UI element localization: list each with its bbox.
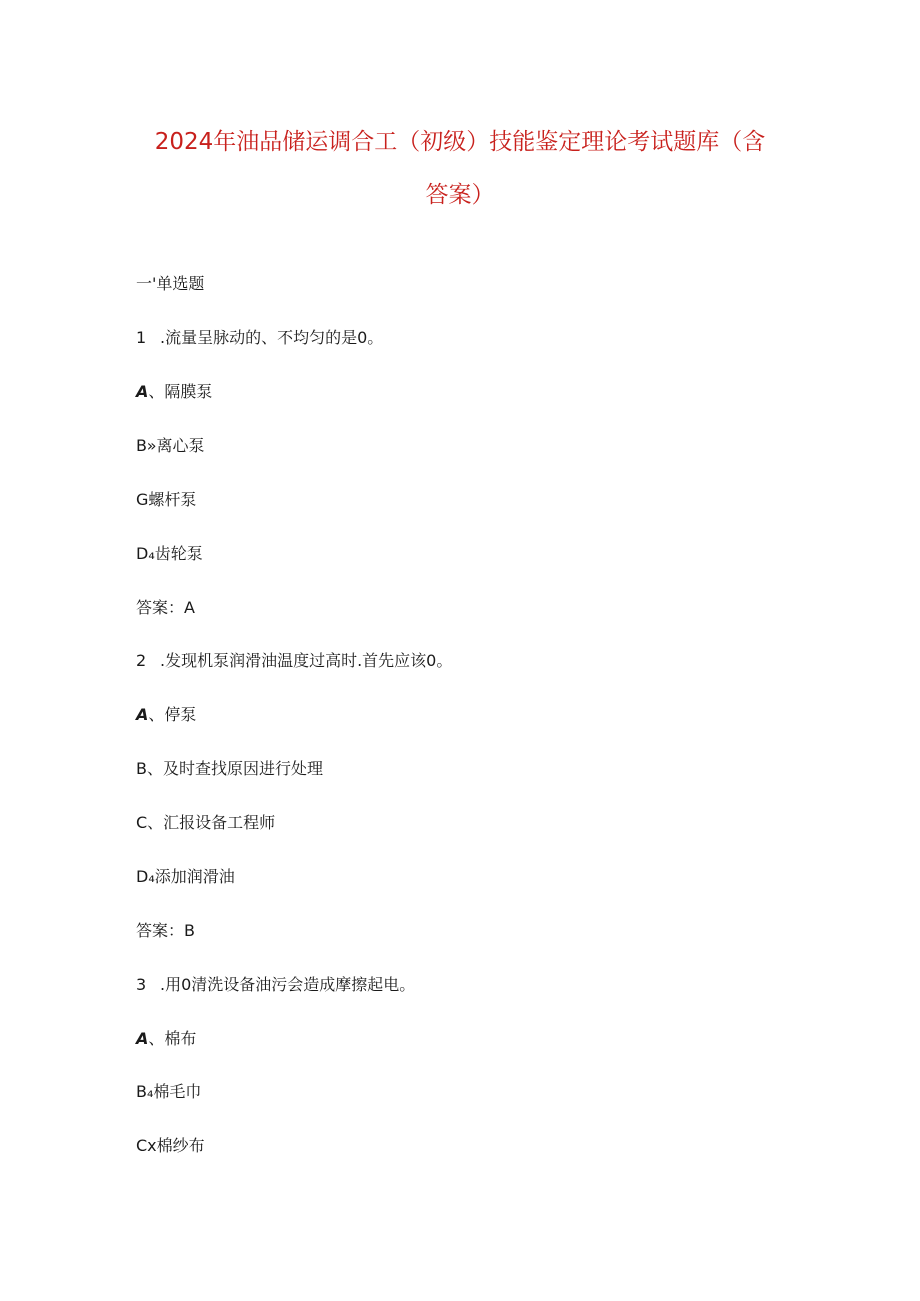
- option-text: 、停泵: [148, 705, 197, 724]
- question-2-option-d: D₄添加润滑油: [136, 867, 235, 886]
- option-text: 、隔膜泵: [148, 382, 213, 401]
- question-stem: .流量呈脉动的、不均匀的是0。: [160, 328, 384, 347]
- option-letter: A: [136, 1029, 149, 1048]
- question-3-option-c: Cx棉纱布: [136, 1136, 205, 1155]
- question-stem: .发现机泵润滑油温度过高时.首先应该0。: [160, 651, 453, 670]
- question-2-option-b: B、及时查找原因进行处理: [136, 759, 323, 778]
- question-2-answer: 答案：B: [136, 921, 195, 940]
- question-1-option-d: D₄齿轮泵: [136, 544, 203, 563]
- question-3-option-b: B₄棉毛巾: [136, 1082, 202, 1101]
- question-1-option-b: B»离心泵: [136, 436, 205, 455]
- question-3-stem-line: [136, 974, 415, 996]
- option-text: 、棉布: [148, 1029, 197, 1048]
- question-number: 3: [136, 975, 147, 994]
- question-1-stem-line: [136, 327, 383, 349]
- question-number: 2: [136, 651, 147, 670]
- question-2-option-c: C、汇报设备工程师: [136, 813, 276, 832]
- question-2-option-a: [136, 704, 196, 726]
- question-number: 1: [136, 328, 147, 347]
- section-heading: 一'单选题: [136, 274, 205, 293]
- question-1-option-c: G螺杆泵: [136, 490, 197, 509]
- document-title-line-1: 2024年油品储运调合工（初级）技能鉴定理论考试题库（含: [154, 129, 766, 155]
- question-stem: .用0清洗设备油污会造成摩擦起电。: [160, 975, 416, 994]
- option-letter: A: [136, 705, 149, 724]
- question-1-option-a: [136, 381, 212, 403]
- question-2-stem-line: [136, 650, 452, 672]
- document-title-line-2: 答案）: [425, 182, 495, 208]
- option-letter: A: [136, 382, 149, 401]
- question-3-option-a: [136, 1028, 196, 1050]
- question-1-answer: 答案：A: [136, 598, 195, 617]
